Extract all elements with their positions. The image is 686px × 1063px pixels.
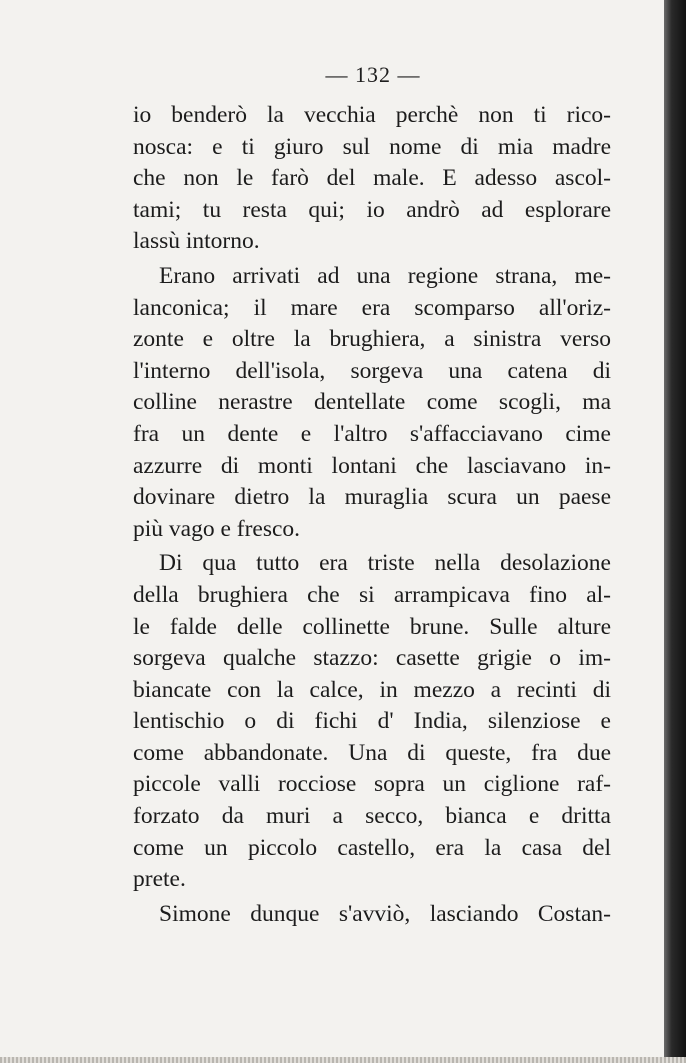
paragraph: [133, 548, 611, 896]
page-bottom-edge: [0, 1057, 686, 1063]
text-line: lentischio o di fichi d' India, silenziose e: [133, 708, 611, 735]
text-line: Erano arrivati ad una regione strana, me-: [159, 262, 611, 289]
body-text: [133, 100, 611, 930]
text-line: nosca: e ti giuro sul nome di mia madre: [133, 133, 611, 160]
text-line: tami; tu resta qui; io andrò ad esplorare: [133, 196, 611, 223]
text-line: biancate con la calce, in mezzo a recinti di: [133, 676, 611, 703]
paragraph: [133, 261, 611, 545]
text-line: lassù intorno.: [133, 228, 260, 255]
text-line: Simone dunque s'avviò, lasciando Costan-: [159, 900, 611, 927]
paragraph: [133, 899, 611, 931]
text-line: azzurre di monti lontani che lasciavano in-: [133, 452, 611, 479]
text-line: piccole valli rocciose sopra un ciglione raf-: [133, 771, 611, 798]
text-line: più vago e fresco.: [133, 515, 301, 542]
text-line: l'interno dell'isola, sorgeva una catena di: [133, 357, 611, 384]
text-line: Di qua tutto era triste nella desolazione: [159, 550, 611, 577]
paragraph: [133, 100, 611, 258]
text-line: le falde delle collinette brune. Sulle alture: [133, 613, 611, 640]
text-line: prete.: [133, 866, 186, 893]
text-line: lanconica; il mare era scomparso all'oriz-: [133, 294, 611, 321]
text-line: zonte e oltre la brughiera, a sinistra verso: [133, 326, 611, 353]
text-line: sorgeva qualche stazzo: casette grigie o im-: [133, 645, 611, 672]
page-number: — 132 —: [325, 62, 421, 87]
text-line: come un piccolo castello, era la casa del: [133, 834, 611, 861]
text-line: forzato da muri a secco, bianca e dritta: [133, 803, 611, 830]
text-line: dovinare dietro la muraglia scura un paese: [133, 484, 611, 511]
text-line: colline nerastre dentellate come scogli, ma: [133, 389, 611, 416]
text-line: io benderò la vecchia perchè non ti rico-: [133, 102, 611, 128]
text-line: come abbandonate. Una di queste, fra due: [133, 739, 611, 766]
text-line: che non le farò del male. E adesso ascol-: [133, 165, 611, 192]
text-line: della brughiera che si arrampicava fino al-: [133, 581, 611, 608]
text-line: fra un dente e l'altro s'affacciavano cime: [133, 420, 611, 447]
page-binding-edge: [664, 0, 686, 1063]
